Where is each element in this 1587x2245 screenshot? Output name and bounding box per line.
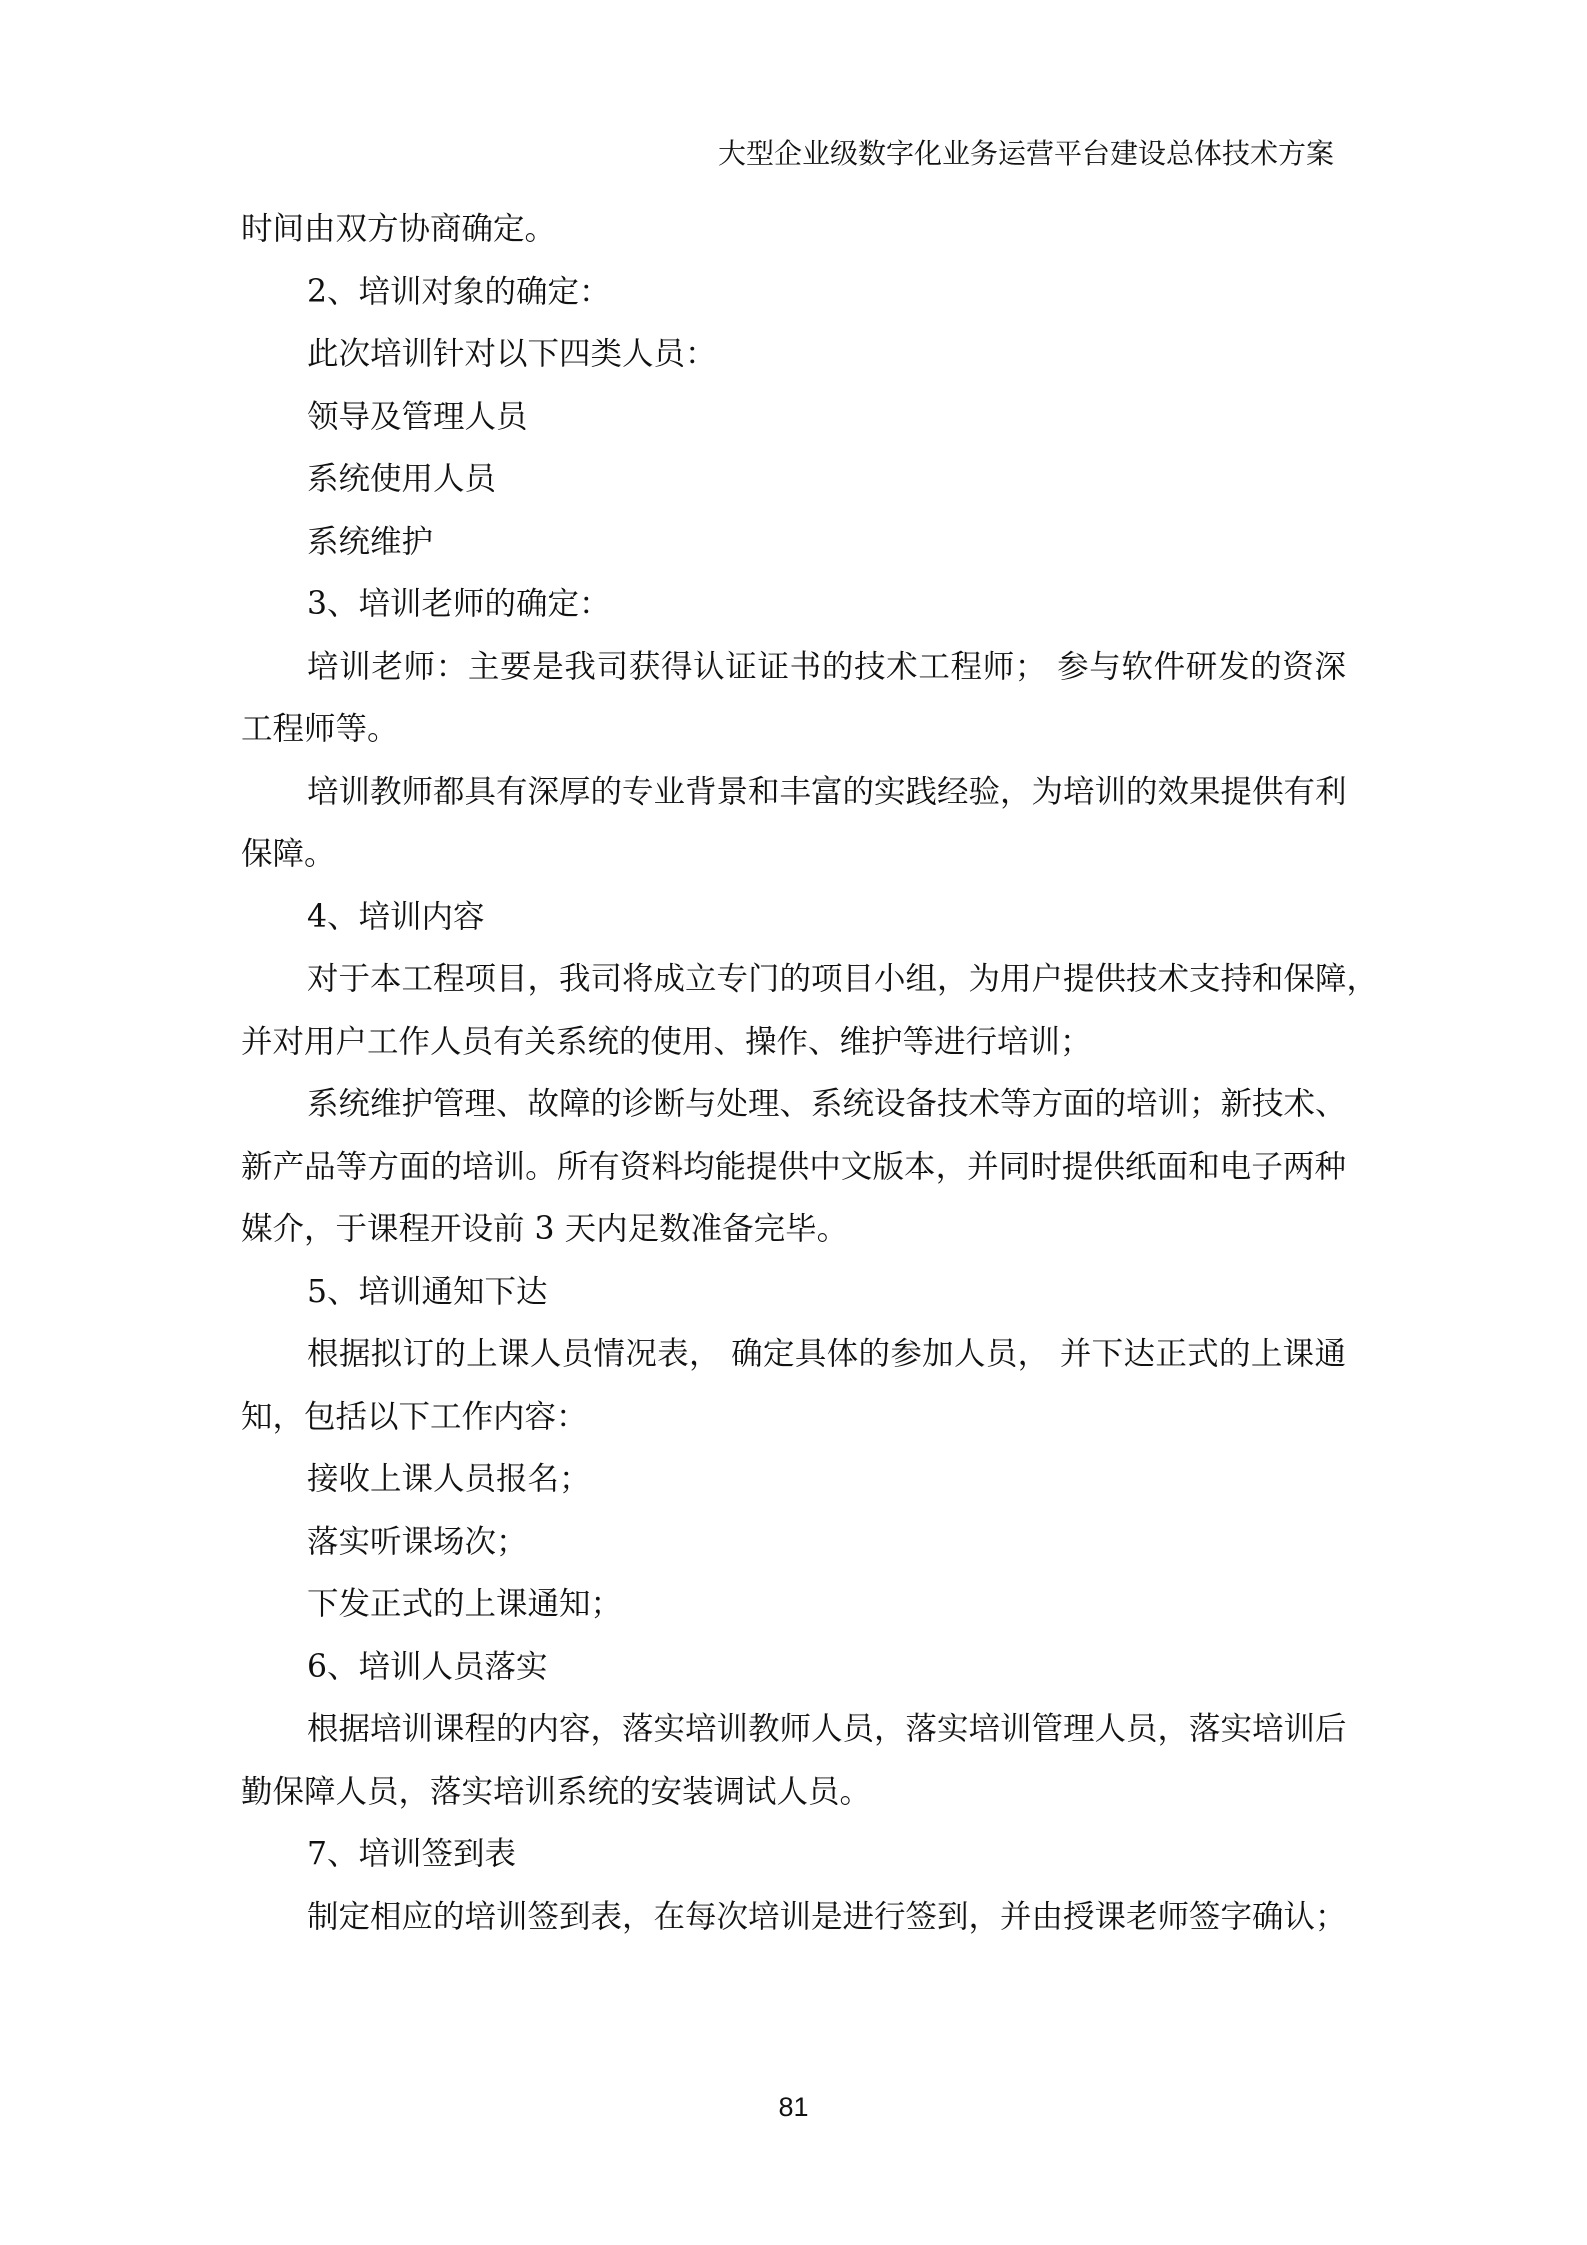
text-line: 系统维护管理、故障的诊断与处理、系统设备技术等方面的培训；新技术、	[307, 1086, 1347, 1122]
section-heading: 2、培训对象的确定：	[307, 273, 611, 310]
list-item: 落实听课场次；	[307, 1523, 528, 1560]
list-item: 系统使用人员	[307, 461, 497, 497]
text-line: 保障。	[241, 836, 336, 872]
text-line: 并对用户工作人员有关系统的使用、操作、维护等进行培训；	[241, 1023, 1092, 1060]
text-line: 根据拟订的上课人员情况表， 确定具体的参加人员， 并下达正式的上课通	[307, 1336, 1346, 1372]
text-line: 制定相应的培训签到表，在每次培训是进行签到，并由授课老师签字确认；	[307, 1898, 1347, 1935]
text-line: 知，包括以下工作内容：	[241, 1398, 588, 1435]
body-text	[241, 198, 1379, 1948]
text-line: 时间由双方协商确定。	[241, 211, 557, 247]
text-line: 根据培训课程的内容，落实培训教师人员，落实培训管理人员，落实培训后	[307, 1711, 1347, 1747]
section-heading: 7、培训签到表	[307, 1836, 517, 1872]
text-line: 此次培训针对以下四类人员：	[307, 336, 717, 372]
list-item: 接收上课人员报名；	[307, 1461, 591, 1497]
text-line: 培训教师都具有深厚的专业背景和丰富的实践经验，为培训的效果提供有利	[307, 773, 1347, 810]
list-item: 系统维护	[307, 523, 434, 560]
text-line: 新产品等方面的培训。所有资料均能提供中文版本，并同时提供纸面和电子两种	[241, 1148, 1346, 1185]
text-line: 培训老师：主要是我司获得认证证书的技术工程师； 参与软件研发的资深	[307, 648, 1346, 685]
running-header: 大型企业级数字化业务运营平台建设总体技术方案	[717, 137, 1334, 170]
section-heading: 6、培训人员落实	[307, 1648, 548, 1685]
list-item: 下发正式的上课通知；	[307, 1586, 623, 1622]
text-line: 对于本工程项目，我司将成立专门的项目小组，为用户提供技术支持和保障，	[307, 961, 1379, 997]
section-heading: 5、培训通知下达	[307, 1273, 548, 1310]
list-item: 领导及管理人员	[307, 398, 528, 435]
text-line: 工程师等。	[241, 711, 399, 747]
section-heading: 4、培训内容	[307, 898, 485, 935]
text-line: 媒介，于课程开设前 3 天内足数准备完毕。	[241, 1211, 849, 1247]
section-heading: 3、培训老师的确定：	[307, 586, 611, 622]
page-number: 81	[778, 2092, 809, 2122]
text-line: 勤保障人员，落实培训系统的安装调试人员。	[241, 1773, 872, 1810]
